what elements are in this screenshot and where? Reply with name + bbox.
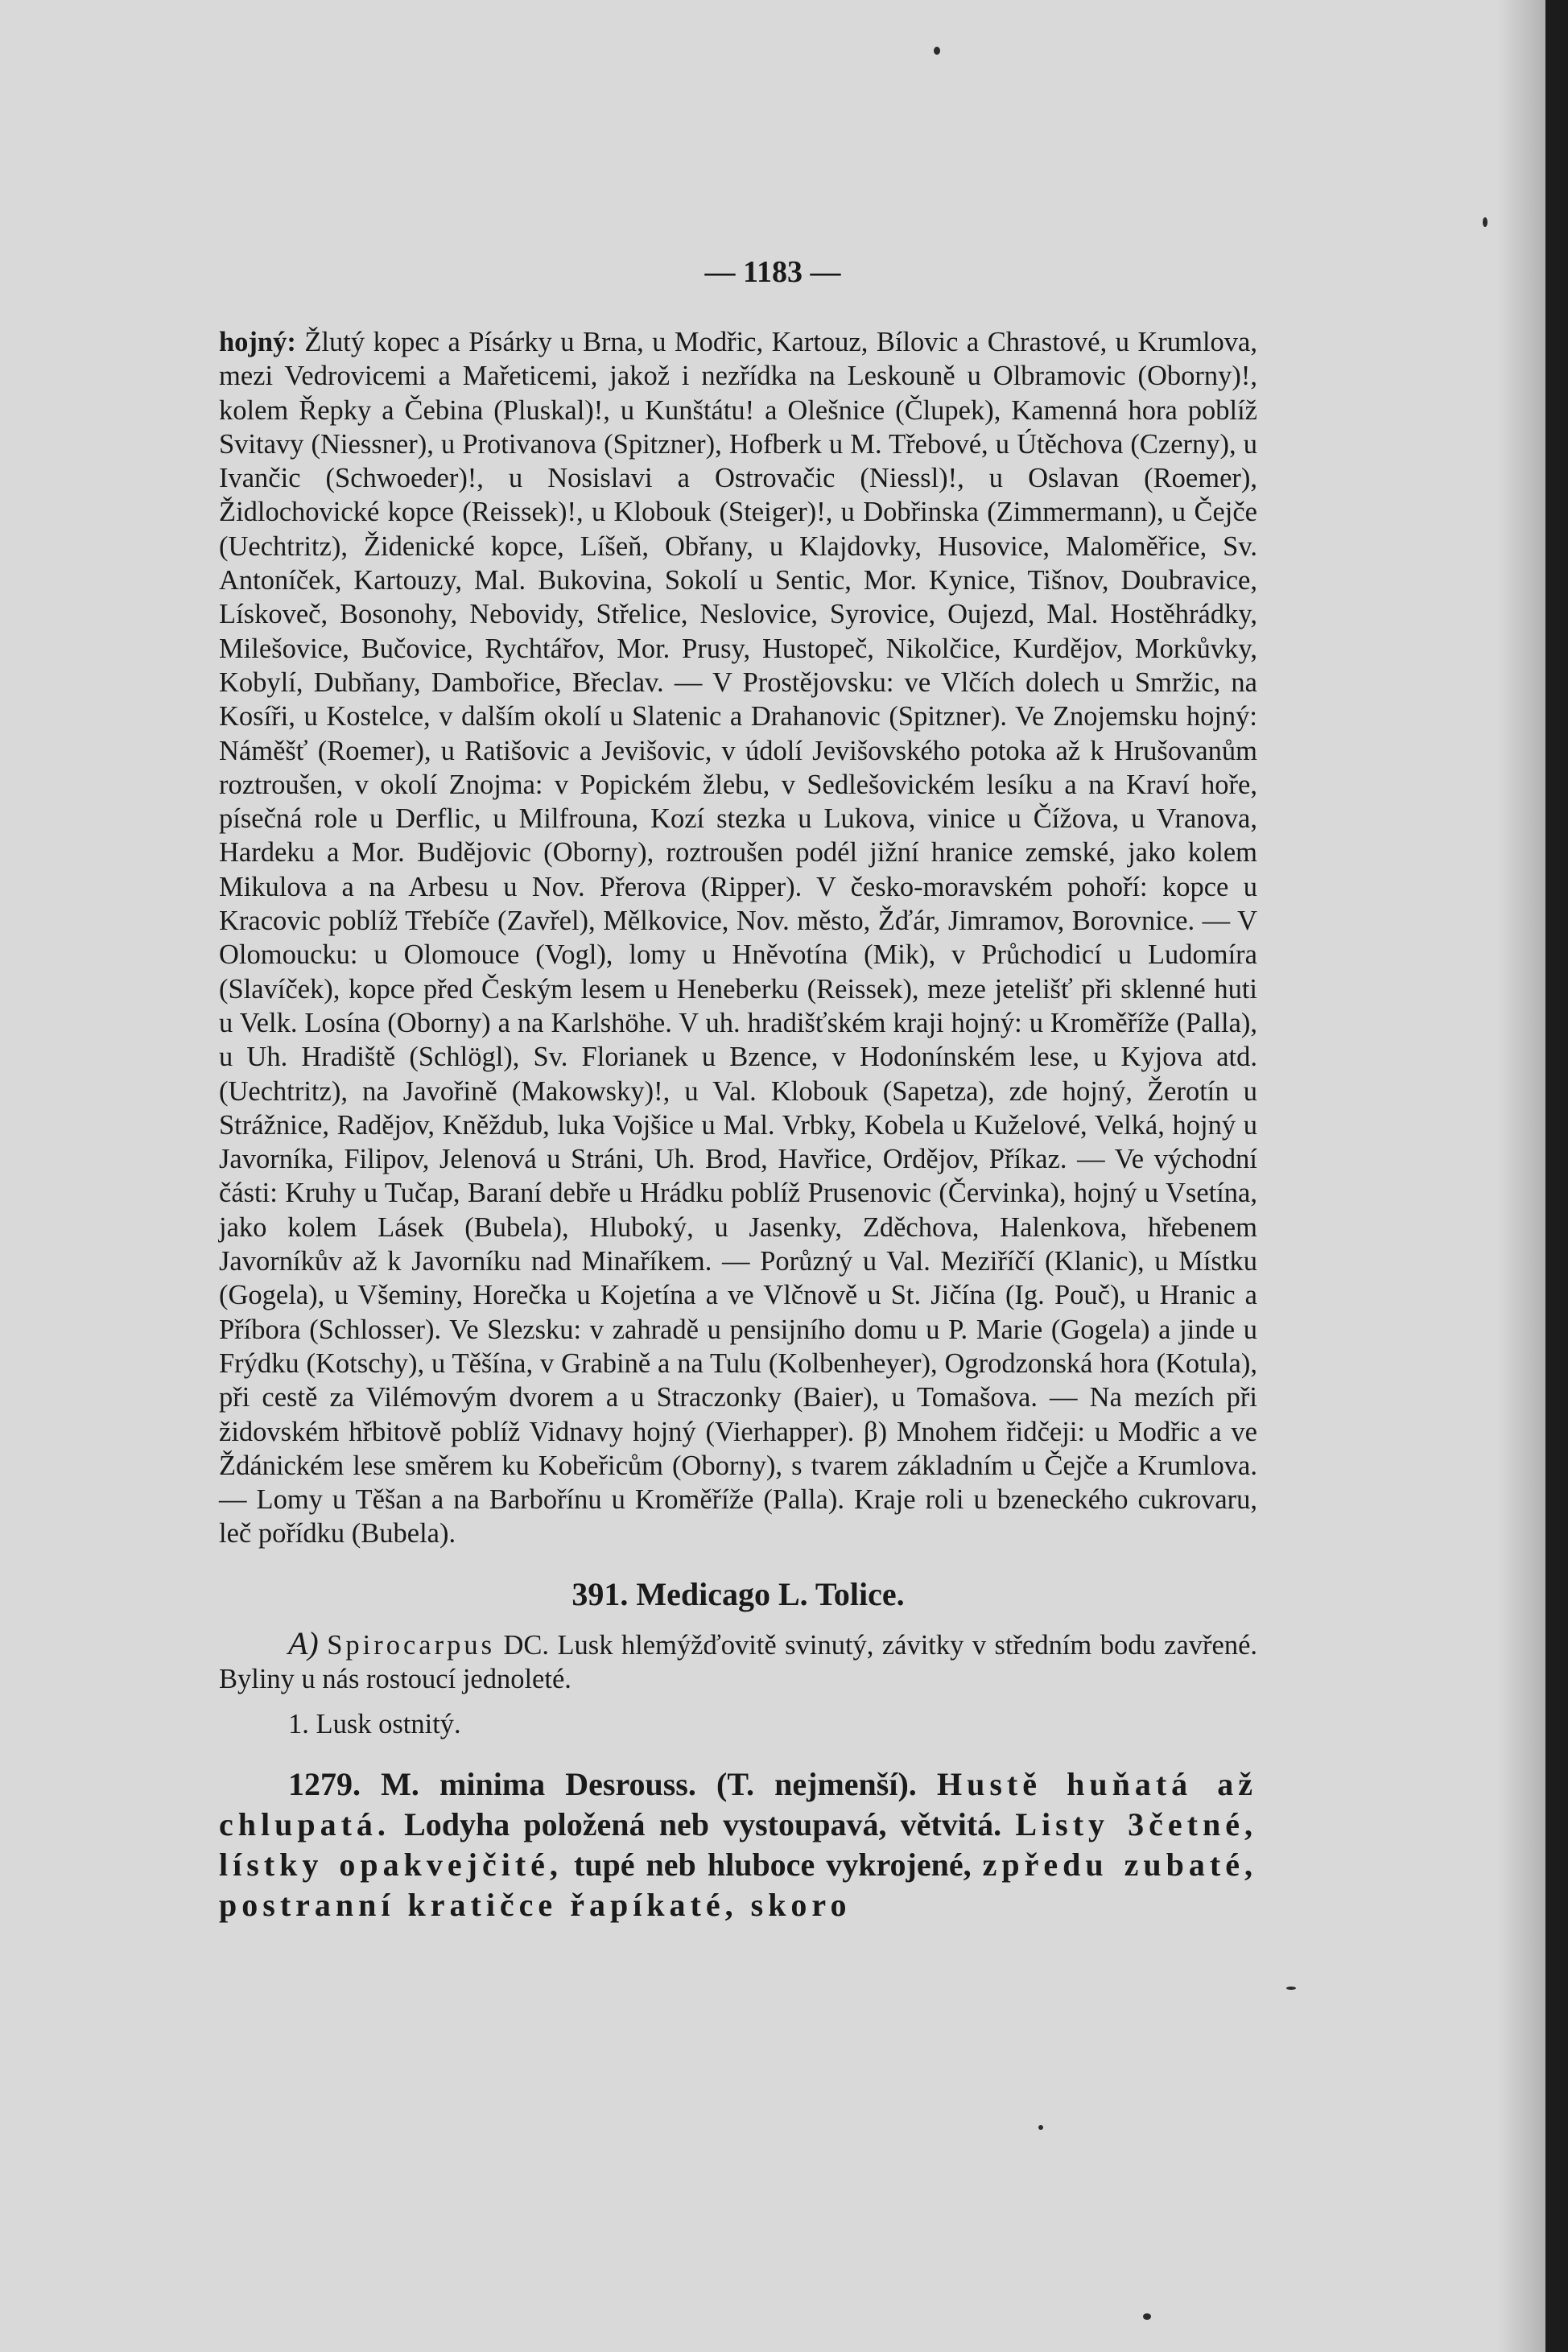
scan-speck <box>1038 2125 1043 2130</box>
section-marker: A) <box>288 1624 319 1661</box>
species-entry <box>219 1764 1257 1925</box>
section-a <box>219 1624 1258 1697</box>
species-text-leaves: Listy 3četné, lístky opakvejčité, <box>219 1805 1257 1883</box>
species-text-toothed: zpředu zubaté, postranní kratičce řapíkaté, skoro <box>219 1846 1257 1923</box>
text-column <box>219 325 1257 1925</box>
page-number: — 1183 — <box>704 255 841 289</box>
section-description: Lusk hlemýžďovitě svinutý, závitky v středním bodu zavřené. Byliny u nás rostoucí jednoleté. <box>219 1629 1258 1694</box>
species-text-hairy: Hustě huňatá až chlupatá. <box>219 1765 1258 1842</box>
paragraph-body: Žlutý kopec a Písárky u Brna, u Modřic, Kartouz, Bílovic a Chrastové, u Krumlova, mezi Vedrovicemi a Mařeticemi, jakož i nezřídka na Leskouně u Olbramovic (Oborny)!, kolem Řepky a Čebina (Pluskal)!, u Kunštátu! a Olešnice (Člupek), Kamenná hora poblíž Svitavy (Niessner), u Protivanova (Spitzner), Hofberk u M. Třebové, u Útěchova (Czerny), u Ivančic (Schwoeder)!, u Nosislavi a Ostrovačic (Niessl)!, u Oslavan (Roemer), Židlochovické kopce (Reissek)!, u Klobouk (Steiger)!, u Dobřinska (Zimmermann), u Čejče (Uechtritz), Židenické kopce, Líšeň, Obřany, u Klajdovky, Husovice, Maloměřice, Sv. Antoníček, Kartouzy, Mal. Bukovina, Sokolí u Sentic, Mor. Kynice, Tišnov, Doubravice, Lískoveč, Bosonohy, Nebovidy, Střelice, Neslovice, Syrovice, Oujezd, Mal. Hostěhrádky, Milešovice, Bučovice, Rychtářov, Mor. Prusy, Hustopeč, Nikolčice, Kurdějov, Morkůvky, Kobylí, Dubňany, Dambořice, Břeclav. — V Prostějovsku: ve Vlčích dolech u Smržic, na Kosíři, u Kostelce, v dalším okolí u Slatenic a Drahanovic (Spitzner). Ve Znojemsku hojný: Náměšť (Roemer), u Ratišovic a Jevišovic, v údolí Jevišovského potoka až k Hrušovanům roztroušen, v okolí Znojma: v Popickém žlebu, v Sedlešovickém lesíku a na Kraví hoře, písečná role u Derflic, u Milfrouna, Kozí stezka u Lukova, vinice u Čížova, u Vranova, Hardeku a Mor. Budějovic (Oborny), roztroušen podél jižní hranice zemské, jako kolem Mikulova a na Arbesu u Nov. Přerova (Ripper). V česko-moravském pohoří: kopce u Kracovic poblíž Třebíče (Zavřel), Mělkovice, Nov. město, Žďár, Jimramov, Borovnice. — V Olomoucku: u Olomouce (Vogl), lomy u Hněvotína (Mik), v Průchodicí u Ludomíra (Slavíček), kopce před Českým lesem u Heneberku (Reissek), meze jetelišť při sklenné huti u Velk. Losína (Oborny) a na Karlshöhe. V uh. hradišťském kraji hojný: u Kroměříže (Palla), u Uh. Hradiště (Schlögl), Sv. Florianek u Bzence, v Hodonínském lese, u Kyjova atd. (Uechtritz), na Javořině (Makowsky)!, u Val. Klobouk (Sapetza), zde hojný, Žerotín u Strážnice, Radějov, Kněždub, luka Vojšice u Mal. Vrbky, Kobela u Kuželové, Velká, hojný u Javorníka, Filipov, Jelenová u Stráni, Uh. Brod, Havřice, Orděјov, Příkaz. — Ve východní části: Kruhy u Tučap, Baraní debře u Hrádku poblíž Prusenovic (Červinka), hojný u Vsetína, jako kolem Lásek (Bubela), Hluboký, u Jasenky, Zděchova, Halenkova, hřebenem Javorníkův až k Javorníku nad Minaříkem. — Porůzný u Val. Meziříčí (Klanic), u Místku (Gogela), u Všeminy, Horečka u Kojetína a ve Vlčnově u St. Jičína (Ig. Pouč), u Hranic a Příbora (Schlosser). Ve Slezsku: v zahradě u pensijního domu u P. Marie (Gogela) a jinde u Frýdku (Kotschy), u Těšína, v Grabině a na Tulu (Kolbenheyer), Ogrodzonská hora (Kotula), při cestě za Vilémovým dvorem a u Straczonky (Baier), u Tomašova. — Na mezích při židovském hřbitově poblíž Vidnavy hojný (Vierhapper). β) Mnohem řidčeji: u Modřic a ve Ždánickém lese směrem ku Kobeřicům (Oborny), s tvarem základním u Čejče a Krumlova. — Lomy u Těšan a na Barbořínu u Kroměříže (Palla). Kraje roli u bzeneckého cukrovaru, leč pořídku (Bubela). <box>219 327 1257 1549</box>
scan-speck <box>1483 217 1488 227</box>
scan-speck <box>1143 2313 1151 2320</box>
key-item-1: 1. Lusk ostnitý. <box>288 1709 461 1740</box>
scan-speck <box>1286 1987 1296 1990</box>
section-name: Spirocarpus <box>327 1629 496 1661</box>
page-edge-shadow <box>1497 0 1545 2352</box>
distribution-paragraph <box>219 325 1257 1551</box>
species-text-stem: Lodyha položená neb vystoupavá, větvitá. <box>390 1805 1016 1842</box>
species-common-name: (T. nejmenší). <box>695 1765 917 1802</box>
section-author: DC. <box>495 1629 550 1661</box>
species-text-blunt: tupé neb hluboce vykrojené, <box>562 1846 983 1883</box>
species-name: 1279. M. minima Desrouss. <box>288 1765 696 1802</box>
paragraph-lead-word: hojný: <box>219 327 296 357</box>
scan-speck <box>934 47 940 55</box>
genus-heading: 391. Medicago L. Tolice. <box>571 1575 905 1612</box>
